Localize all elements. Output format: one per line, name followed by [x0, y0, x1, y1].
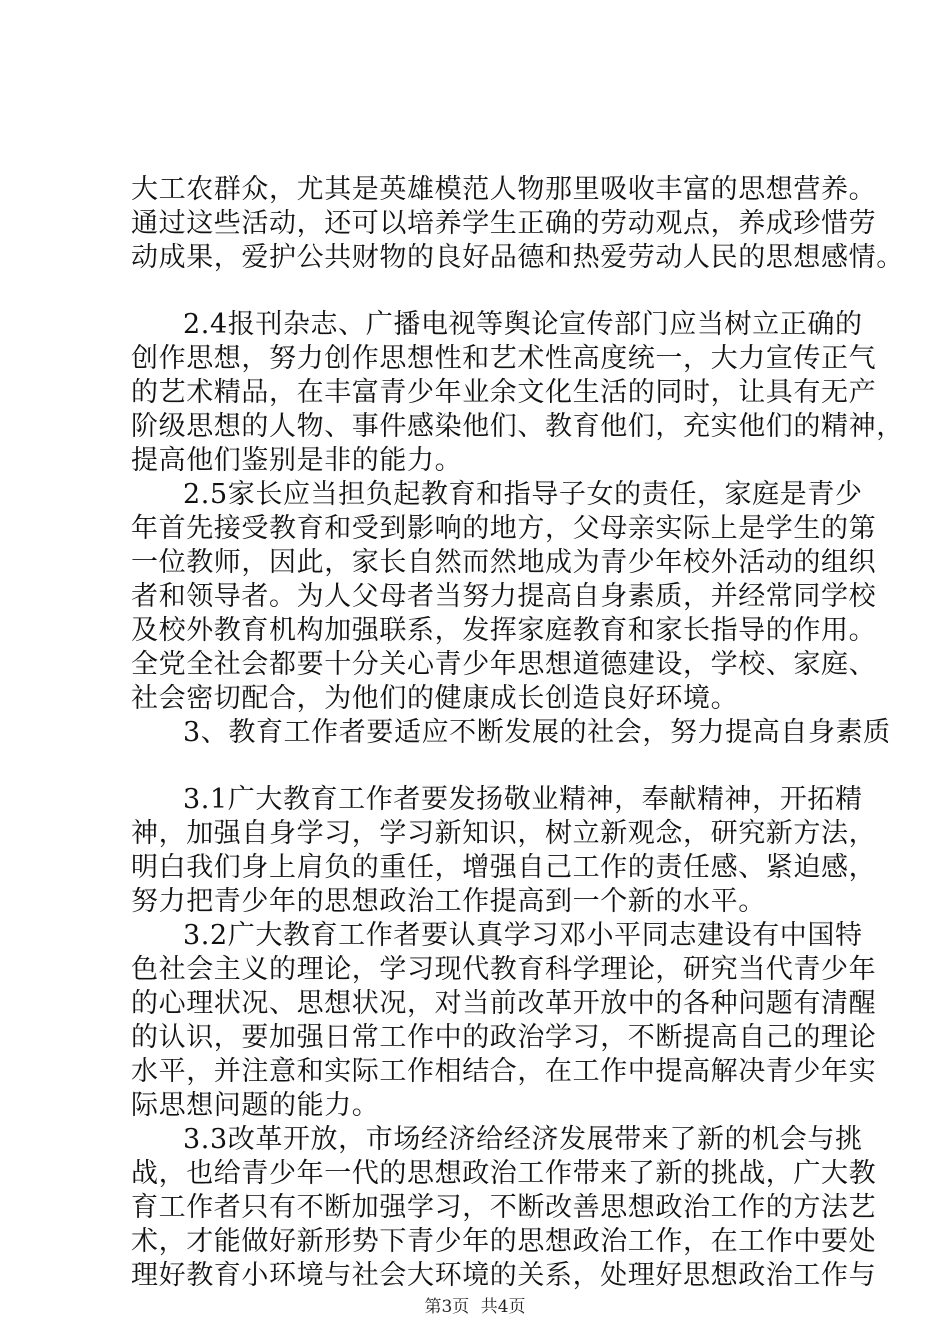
page-number: 第3页 — [424, 1297, 470, 1317]
body-text-line: 及校外教育机构加强联系，发挥家庭教育和家长指导的作用。 — [131, 615, 877, 646]
body-text-line: 的艺术精品，在丰富青少年业余文化生活的同时，让具有无产 — [131, 377, 877, 408]
section-3-2-first-line: 3.2广大教育工作者要认真学习邓小平同志建设有中国特 — [183, 920, 863, 951]
body-text-line: 通过这些活动，还可以培养学生正确的劳动观点，养成珍惜劳 — [131, 208, 877, 239]
body-text-line: 者和领导者。为人父母者当努力提高自身素质，并经常同学校 — [131, 581, 877, 612]
body-text-line: 际思想问题的能力。 — [131, 1090, 380, 1121]
body-text-line: 理好教育小环境与社会大环境的关系，处理好思想政治工作与 — [131, 1260, 877, 1291]
body-text-line: 大工农群众，尤其是英雄模范人物那里吸收丰富的思想营养。 — [131, 174, 877, 205]
body-text-line: 术，才能做好新形势下青少年的思想政治工作，在工作中要处 — [131, 1226, 877, 1257]
section-2-5-first-line: 2.5家长应当担负起教育和指导子女的责任，家庭是青少 — [183, 479, 863, 510]
section-3-1-first-line: 3.1广大教育工作者要发扬敬业精神，奉献精神，开拓精 — [183, 784, 863, 815]
body-text-line: 色社会主义的理论，学习现代教育科学理论，研究当代青少年 — [131, 954, 877, 985]
section-3-3-first-line: 3.3改革开放，市场经济给经济发展带来了新的机会与挑 — [183, 1124, 863, 1155]
body-text-line: 年首先接受教育和受到影响的地方，父母亲实际上是学生的第 — [131, 513, 877, 544]
page-footer — [0, 1296, 950, 1318]
body-text-line: 的心理状况、思想状况，对当前改革开放中的各种问题有清醒 — [131, 988, 877, 1019]
body-text-line: 提高他们鉴别是非的能力。 — [131, 445, 463, 476]
body-text-line: 阶级思想的人物、事件感染他们、教育他们，充实他们的精神， — [131, 411, 904, 442]
body-text-line: 战，也给青少年一代的思想政治工作带来了新的挑战，广大教 — [131, 1158, 877, 1189]
body-text-line: 神，加强自身学习，学习新知识，树立新观念，研究新方法， — [131, 818, 877, 849]
section-2-4-first-line: 2.4报刊杂志、广播电视等舆论宣传部门应当树立正确的 — [183, 309, 863, 340]
body-text-line: 明白我们身上肩负的重任，增强自己工作的责任感、紧迫感， — [131, 852, 877, 883]
body-text-line: 动成果，爱护公共财物的良好品德和热爱劳动人民的思想感情。 — [131, 242, 904, 273]
body-text-line: 创作思想，努力创作思想性和艺术性高度统一，大力宣传正气 — [131, 343, 877, 374]
body-text-line: 一位教师，因此，家长自然而然地成为青少年校外活动的组织 — [131, 547, 877, 578]
body-text-line: 水平，并注意和实际工作相结合，在工作中提高解决青少年实 — [131, 1056, 877, 1087]
section-3-heading: 3、教育工作者要适应不断发展的社会，努力提高自身素质 — [183, 717, 891, 748]
body-text-line: 社会密切配合，为他们的健康成长创造良好环境。 — [131, 683, 739, 714]
body-text-line: 全党全社会都要十分关心青少年思想道德建设，学校、家庭、 — [131, 649, 877, 680]
body-text-line: 的认识，要加强日常工作中的政治学习，不断提高自己的理论 — [131, 1022, 877, 1053]
body-text-line: 育工作者只有不断加强学习，不断改善思想政治工作的方法艺 — [131, 1192, 877, 1223]
page-total: 共4页 — [480, 1297, 526, 1317]
body-text-line: 努力把青少年的思想政治工作提高到一个新的水平。 — [131, 886, 766, 917]
